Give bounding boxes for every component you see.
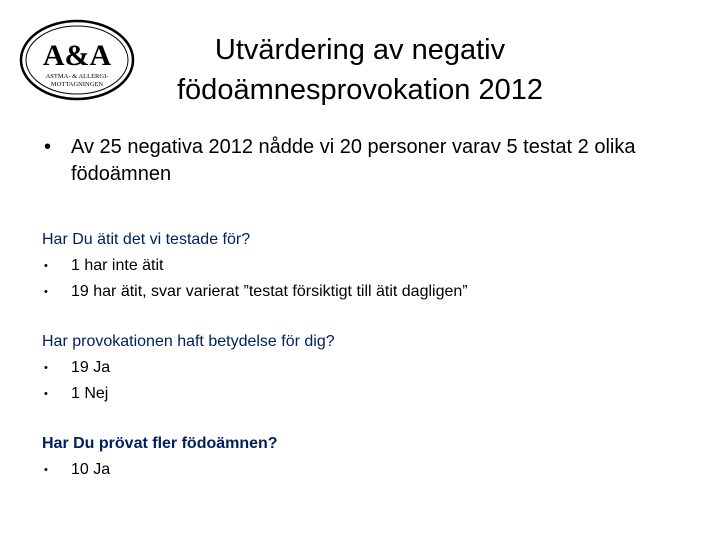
answer-text: 19 Ja xyxy=(71,359,111,376)
summary-text: Av 25 negativa 2012 nådde vi 20 personer varav 5 testat 2 olika födoämnen xyxy=(71,136,636,185)
logo-emblem xyxy=(18,18,136,102)
title-line-2: födoämnesprovokation 2012 xyxy=(177,74,543,106)
question-3: Har Du prövat fler födoämnen? xyxy=(42,435,278,452)
question-section-2 xyxy=(42,331,335,405)
answer-text: 1 Nej xyxy=(71,385,109,402)
bullet-symbol: • xyxy=(44,464,48,476)
question-2: Har provokationen haft betydelse för dig? xyxy=(42,333,335,350)
title-line-1: Utvärdering av negativ xyxy=(214,34,506,66)
svg-text:A&A: A&A xyxy=(42,39,112,72)
clinic-logo xyxy=(18,18,136,102)
slide-title xyxy=(140,30,580,110)
answer-text: 1 har inte ätit xyxy=(71,257,164,274)
bullet-symbol: • xyxy=(44,388,48,400)
svg-text:ASTMA- & ALLERGI-: ASTMA- & ALLERGI- xyxy=(45,73,109,80)
answer-item xyxy=(42,383,335,405)
bullet-symbol: • xyxy=(44,260,48,272)
bullet-symbol: • xyxy=(44,286,48,298)
svg-text:MOTTAGNINGEN: MOTTAGNINGEN xyxy=(50,81,104,88)
answer-item xyxy=(42,459,278,481)
answer-text: 10 Ja xyxy=(71,461,111,478)
bullet-symbol: • xyxy=(44,136,52,158)
bullet-symbol: • xyxy=(44,362,48,374)
question-section-3 xyxy=(42,433,278,481)
summary-bullet xyxy=(44,134,694,188)
answer-text: 19 har ätit, svar varierat ”testat försiktigt till ätit dagligen” xyxy=(71,283,468,300)
question-1: Har Du ätit det vi testade för? xyxy=(42,231,251,248)
question-section-1 xyxy=(42,229,468,303)
answer-item xyxy=(42,357,335,379)
answer-item xyxy=(42,281,468,303)
answer-item xyxy=(42,255,468,277)
